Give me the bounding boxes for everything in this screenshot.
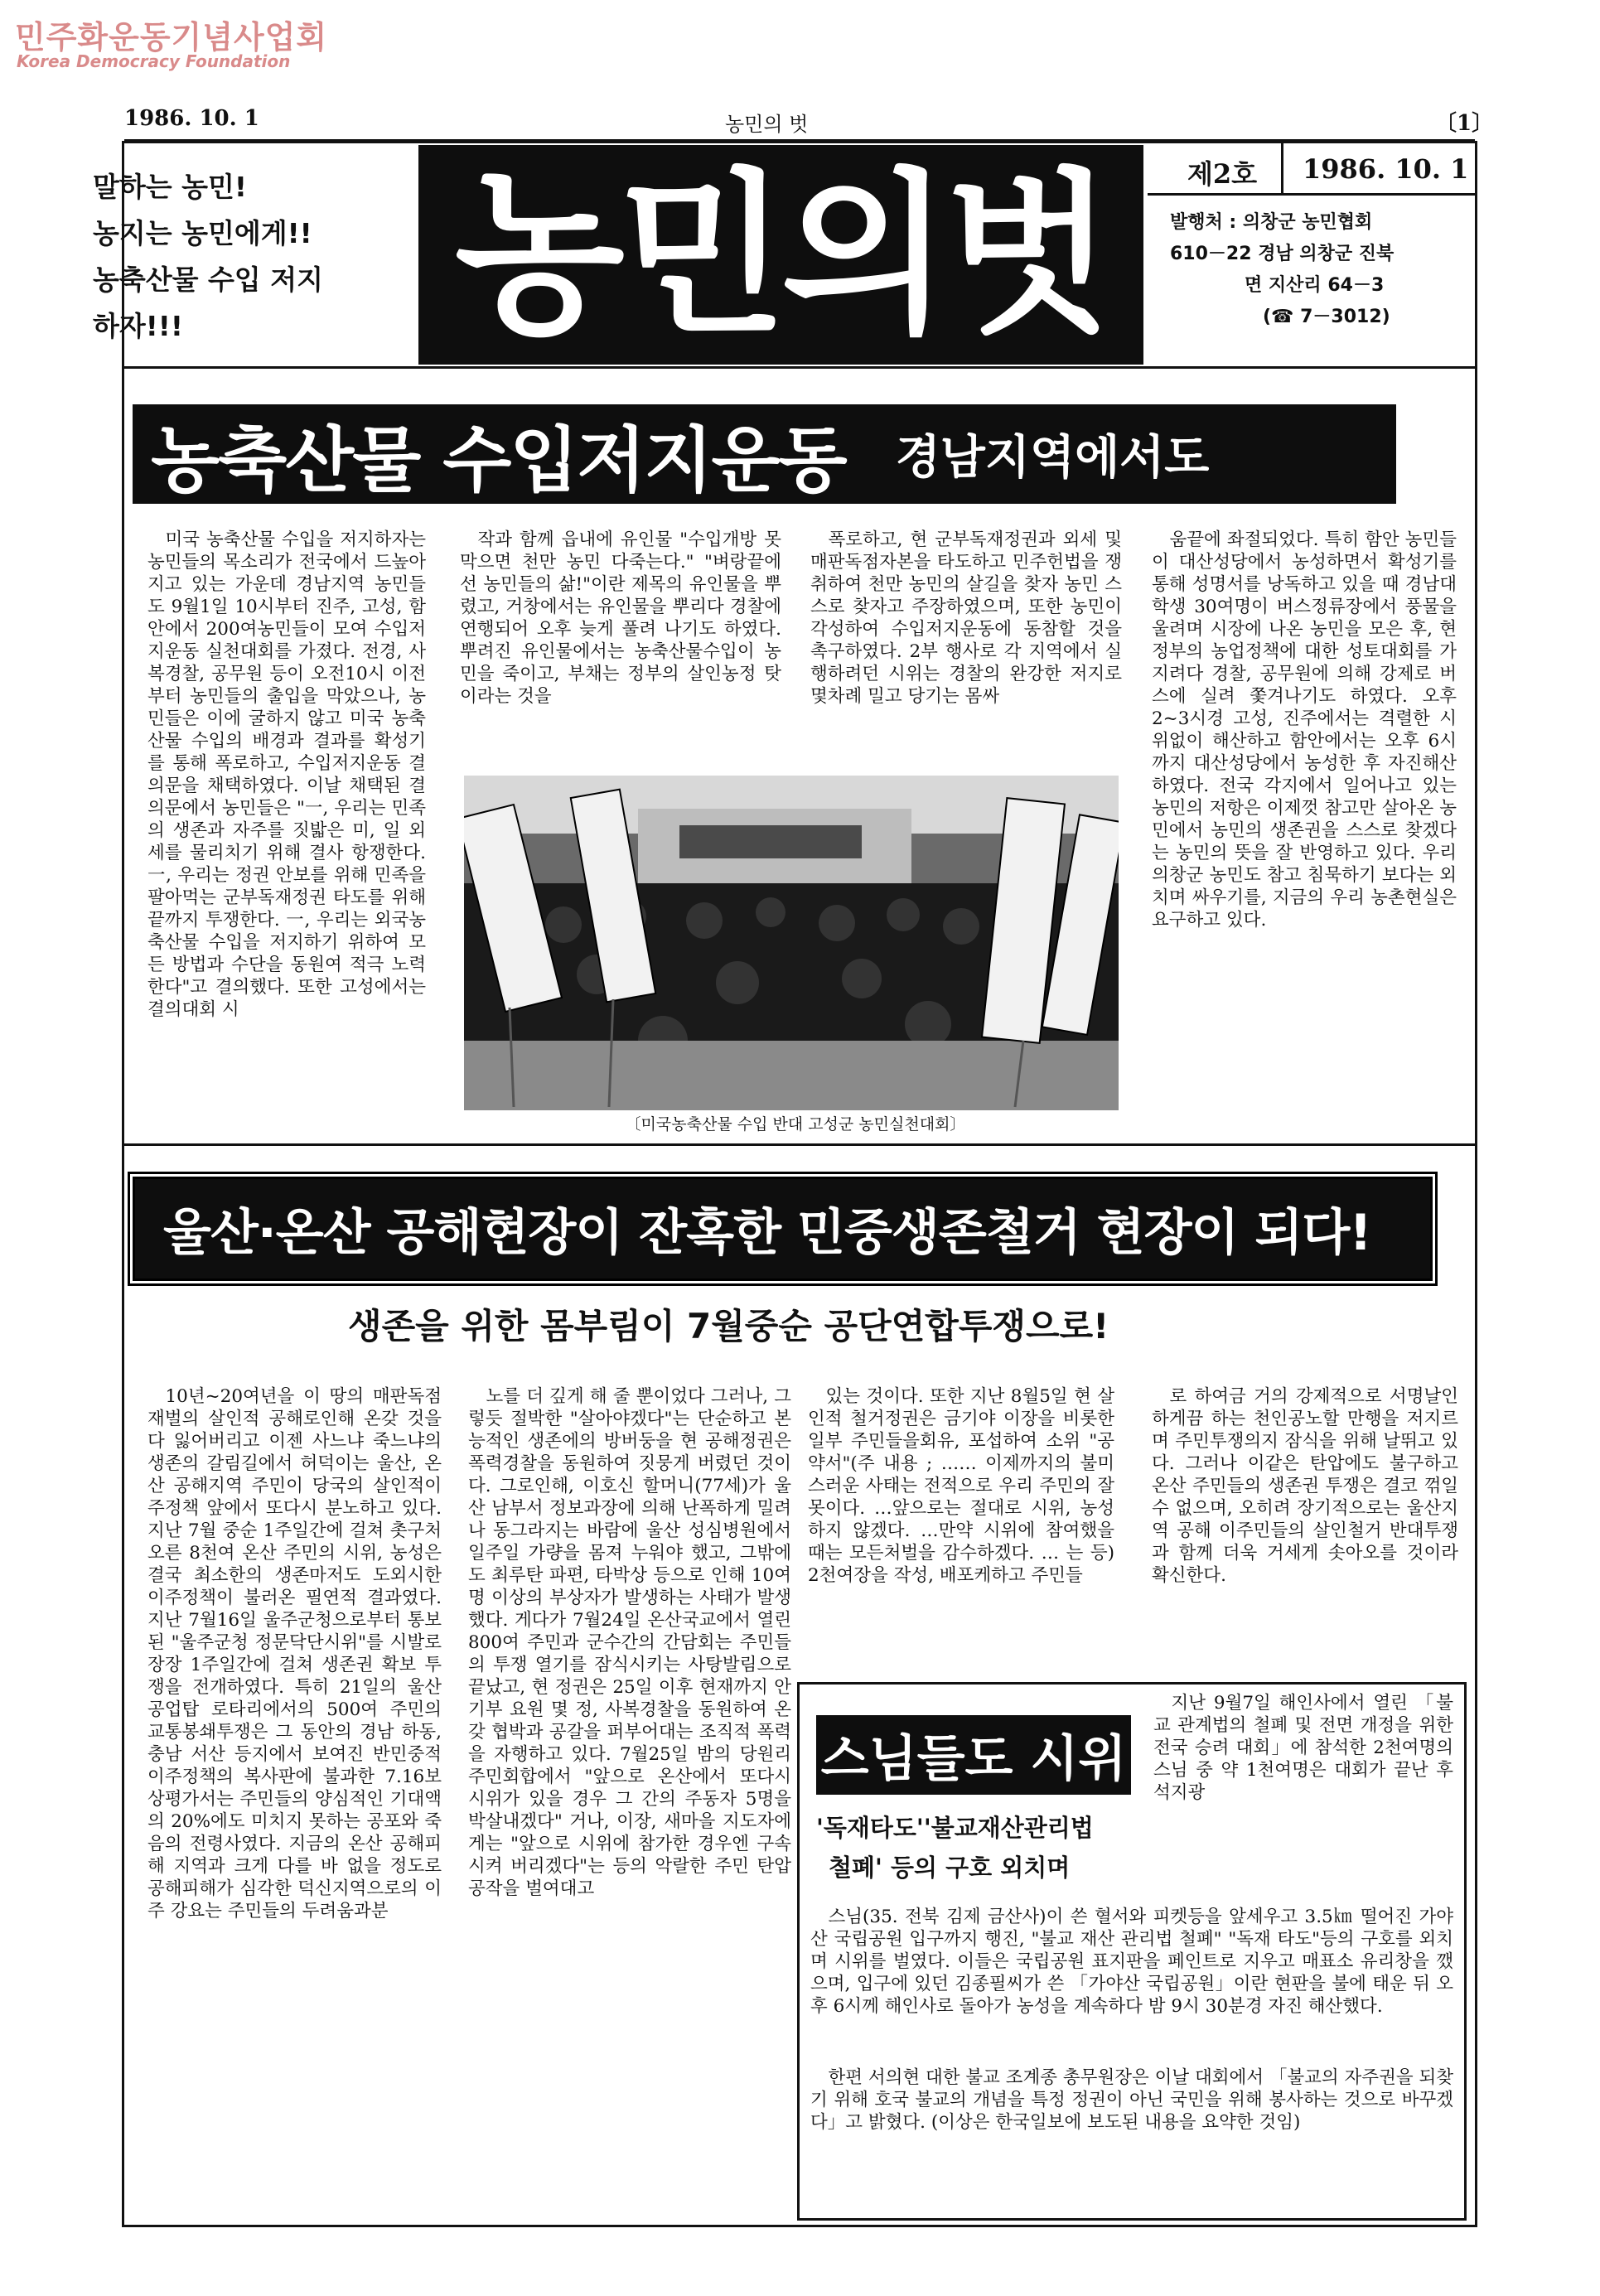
article1-column-3 — [810, 529, 1122, 769]
issue-number: 제2호 — [1187, 158, 1258, 190]
article2-column-4 — [1152, 1385, 1458, 1667]
article3-body2-text: 한편 서의현 대한 불교 조계종 총무원장은 이날 대회에서 「불교의 자주권을 되찾기 위해 호국 불교의 개념을 특정 정권이 아닌 국민을 위해 봉사하는 것으로 바꾸겠다」고 밝혔다. (이상은 한국일보에 보도된 내용을 요약한 것임) — [810, 2067, 1453, 2133]
article1-col3-text: 폭로하고, 현 군부독재정권과 외세 및 매판독점자본을 타도하고 민주헌법을 쟁취하여 천만 농민의 살길을 찾자 농민 스스로 찾자고 주장하였으며, 또한 농민이 각성하여 수입저지운동에 동참할 것을 촉구하였다. 2부 행사로 각 지역에서 실행하려던 시위는 경찰의 완강한 저지로 몇차례 밀고 당기는 몸싸 — [810, 529, 1122, 707]
article2-subhead: 생존을 위한 몸부림이 7월중순 공단연합투쟁으로! — [348, 1306, 1109, 1346]
publisher-line-3: 면 지산리 64－3 — [1245, 275, 1385, 296]
masthead-logo: 농민의벗 — [418, 145, 1143, 365]
article3-body-text: 스님(35. 전북 김제 금산사)이 쓴 혈서와 피켓등을 앞세우고 3.5㎞ 떨어진 가야산 국립공원 입구까지 행진, "불교 재산 관리법 철폐" "독재 타도"등의 구호를 외치며 시위를 벌였다. 이들은 국립공원 표지판을 페인트로 지우고 매표소 유리창을 깼으며, 입구에 있던 김종필씨가 쓴 「가야산 국립공원」이란 현판을 불에 태운 뒤 오후 6시께 해인사로 돌아가 농성을 계속하다 밤 9시 30분경 자진 해산했다. — [810, 1907, 1453, 2017]
article1-subhead: 경남지역에서도 — [895, 430, 1210, 485]
article1-col4-text: 움끝에 좌절되었다. 특히 함안 농민들이 대산성당에서 농성하면서 확성기를 통해 성명서를 낭독하고 있을 때 경남대학생 30여명이 버스정류장에서 풍물을 울려며 시장에 나온 농민을 모은 후, 현 정부의 농업정책에 대한 성토대회를 가지려다 경찰, 공무원에 의해 강제로 버스에 실려 쫓겨나기도 하였다. 오후 2~3시경 고성, 진주에서는 격렬한 시위없이 해산하고 함안에서는 오후 6시까지 대산성당에서 농성한 후 자진해산하였다. 전국 각지에서 일어나고 있는 농민의 저항은 이제껏 참고만 살아온 농민에서 농민의 생존권을 스스로 찾겠다는 농민의 뜻을 잘 반영하고 있다. 우리 의창군 농민도 참고 침묵하기 보다는 외치며 싸우기를, 지금의 우리 농촌현실은 요구하고 있다. — [1152, 529, 1457, 930]
article3-banner — [816, 1715, 1131, 1795]
header-date: 1986. 10. 1 — [124, 106, 259, 131]
publisher-line-4: (☎ 7－3012) — [1263, 307, 1390, 327]
article3-body-2 — [810, 2066, 1453, 2166]
watermark-english: Korea Democracy Foundation — [17, 51, 291, 71]
article1-column-4 — [1152, 529, 1457, 1127]
article1-col1-text: 미국 농축산물 수입을 저지하자는 농민들의 목소리가 전국에서 드높아지고 있는 가운데 경남지역 농민들도 9월1일 10시부터 진주, 고성, 함안에서 200여농민들이 모여 수입저지운동 실천대회를 가졌다. 전경, 사복경찰, 공무원 등이 오전10시 이전부터 농민들의 출입을 막았으나, 농민들은 이에 굴하지 않고 미국 농축산물 수입의 배경과 결과를 확성기를 통해 폭로하고, 수입저지운동 결의문을 채택하였다. 이날 채택된 결의문에서 농민들은 "一, 우리는 민족의 생존과 자주를 짓밟은 미, 일 외세를 물리치기 위해 결사 항쟁한다. 一, 우리는 정권 안보를 위해 민족을 팔아먹는 군부독재정권 타도를 위해 끝까지 투쟁한다. 一, 우리는 외국농축산물 수입을 저지하기 위하여 모든 방법과 수단을 동원여 적극 노력한다"고 결의했다. 또한 고성에서는 결의대회 시 — [147, 529, 426, 1020]
issue-divider — [1281, 143, 1283, 194]
publisher-line-1: 발행처 : 의창군 농민협회 — [1170, 212, 1373, 233]
article2-column-3 — [808, 1385, 1114, 1667]
article3-body — [810, 1906, 1453, 2063]
slogan-line-4: 하자!!! — [93, 310, 183, 342]
article2-banner — [133, 1177, 1433, 1281]
article3-headline: 스님들도 시위 — [820, 1730, 1127, 1788]
article1-column-2 — [460, 529, 781, 769]
article2-col2-text: 노를 더 깊게 해 줄 뿐이었다 그러나, 그렇듯 절박한 "살아야겠다"는 단순하고 본능적인 생존에의 방버둥을 현 공해정권은 폭력경찰을 동원하여 짓뭉게 버렸던 것이다. 그로인해, 이호신 할머니(77세)가 울산 남부서 정보과장에 의해 난폭하게 밀려나 동그라지는 바람에 울산 성심병원에서 일주일 가량을 몸져 누워야 했고, 그밖에도 최루탄 파편, 타박상 등으로 인해 10여명 이상의 부상자가 발생하는 사태가 발생했다. 게다가 7월24일 온산국교에서 열린 800여 주민과 군수간의 간담회는 주민들의 투쟁 열기를 잠식시키는 사탕발림으로 끝났고, 현 정권은 25일 이후 현재까지 안기부 요원 몇 정, 사복경찰을 동원하여 온갖 협박과 공갈을 퍼부어대는 조직적 폭력을 자행하고 있다. 7월25일 밤의 당원리 주민회합에서 "앞으로 온산에서 또다시 시위가 있을 경우 그 간의 주동자 5명을 박살내겠다" 거나, 이장, 새마을 지도자에게는 "앞으로 시위에 참가한 경우엔 구속시켜 버리겠다"는 등의 악랄한 주민 탄압공작을 벌여대고 — [468, 1386, 791, 1899]
article2-col1-text: 10년~20여년을 이 땅의 매판독점 재벌의 살인적 공해로인해 온갖 것을 다 잃어버리고 이젠 사느냐 죽느냐의 생존의 갈림길에서 허덕이는 울산, 온산 공해지역 주민이 당국의 살인적이주정책 앞에서 또다시 분노하고 있다. 지난 7월 중순 1주일간에 걸쳐 촛구처 오른 8천여 온산 주민의 시위, 농성은 결국 최소한의 생존마저도 도외시한 이주정책이 불러온 필연적 결과였다. 지난 7월16일 울주군청으로부터 통보된 "울주군청 정문닥단시위"를 시발로 장장 1주일간에 걸쳐 생존권 확보 투쟁을 전개하였다. 특히 21일의 울산 공업탑 로타리에서의 500여 주민의 교통봉쇄투쟁은 그 동안의 경남 하동, 충남 서산 등지에서 보여진 반민중적 이주정책의 복사판에 불과한 7.16보상평가서는 주민들의 양심적인 기대액의 20%에도 미치지 못하는 공포와 죽음의 전령사였다. 지금의 온산 공해피해 지역과 크게 다를 바 없을 정도로 공해피해가 심각한 덕신지역으로의 이주 강요는 주민들의 두려움과분 — [147, 1386, 442, 1921]
article1-column-1 — [147, 529, 426, 1125]
photo-caption: 〔미국농축산물 수입 반대 고성군 농민실천대회〕 — [625, 1115, 966, 1133]
slogan-line-1: 말하는 농민! — [93, 171, 247, 203]
protest-photo — [464, 776, 1119, 1110]
header-title: 농민의 벗 — [725, 113, 809, 136]
article3-subhead-2: 철폐' 등의 구호 외치며 — [829, 1854, 1071, 1882]
article1-banner — [133, 404, 1396, 504]
article2-col4-text: 로 하여금 거의 강제적으로 서명날인하게끔 하는 천인공노할 만행을 저지르며 주민투쟁의지 잠식을 위해 날뛰고 있다. 그러나 이같은 탄압에도 불구하고 온산 주민들의 생존권 투쟁은 결코 꺾일 수 없으며, 오히려 장기적으로는 울산지역 공해 이주민들의 살인철거 반대투쟁과 함께 더욱 거세게 솟아오를 것이라 확신한다. — [1152, 1386, 1458, 1586]
article1-headline: 농축산물 수입저지운동 — [151, 419, 846, 502]
article2-column-1 — [147, 1385, 442, 2214]
article1-col2-text: 작과 함께 읍내에 유인물 "수입개방 못막으면 천만 농민 다죽는다." "벼랑끝에 선 농민들의 삶!"이란 제목의 유인물을 뿌렸고, 거창에서는 유인물을 뿌리다 경찰에 연행되어 오후 늦게 풀려 나기도 하였다. 뿌려진 유인물에서는 농축산물수입이 농민을 죽이고, 부채는 정부의 살인농정 탓이라는 것을 — [460, 529, 781, 707]
article3-subhead-1: '독재타도''불교재산관리법 — [816, 1814, 1094, 1842]
article2-headline: 울산·온산 공해현장이 잔혹한 민중생존철거 현장이 되다! — [163, 1204, 1371, 1262]
issue-rule — [1148, 193, 1476, 196]
slogan — [93, 164, 323, 350]
article3-side-text: 지난 9월7일 해인사에서 열린 「불교 관계법의 철폐 및 전면 개정을 위한 전국 승려 대회」에 참석한 2천여명의 스님 중 약 1천여명은 대회가 끝난 후 석지광 — [1153, 1693, 1453, 1803]
article2-col3-text: 있는 것이다. 또한 지난 8월5일 현 살인적 철거정권은 금기야 이장을 비롯한 일부 주민들을회유, 포섭하여 소위 "공약서"(주 내용 ; …… 이제까지의 불미스러운 사태는 전적으로 우리 주민의 잘못이다. …앞으로는 절대로 시위, 농성하지 않겠다. …만약 시위에 참여했을 때는 모든처벌을 감수하겠다. … 는 등) 2천여장을 작성, 배포케하고 주민들 — [808, 1386, 1114, 1586]
publisher-line-2: 610－22 경남 의창군 진북 — [1170, 244, 1395, 264]
slogan-line-3: 농축산물 수입 저지 — [93, 263, 324, 296]
article2-column-2 — [468, 1385, 791, 2214]
header-page: 〔1〕 — [1435, 111, 1494, 136]
article3-side-column — [1153, 1692, 1453, 1899]
issue-date: 1986. 10. 1 — [1303, 153, 1469, 185]
slogan-line-2: 농지는 농민에게!! — [93, 217, 312, 249]
watermark-korean: 민주화운동기념사업회 — [15, 19, 328, 56]
protest-photo-image — [464, 776, 1119, 1110]
